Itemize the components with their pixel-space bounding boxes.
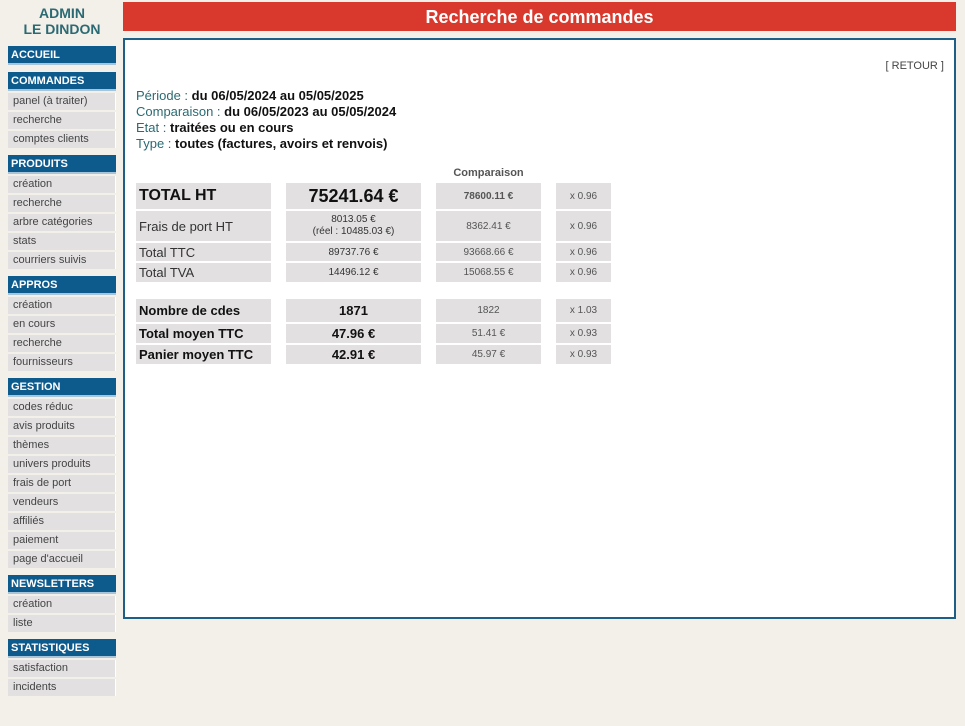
sidebar-item[interactable]: comptes clients (8, 131, 116, 148)
sidebar-item[interactable]: vendeurs (8, 494, 116, 511)
sidebar-item[interactable]: recherche (8, 195, 116, 212)
frais-port-ratio: x 0.96 (556, 211, 611, 241)
nav-sections (8, 72, 116, 696)
nav-section-gestion (8, 378, 116, 568)
nav-section-commandes (8, 72, 116, 148)
brand-line1: ADMIN (39, 5, 85, 21)
frais-port-value: 8013.05 € (331, 214, 376, 225)
total-ht-label: TOTAL HT (136, 183, 271, 209)
sidebar-item[interactable]: en cours (8, 316, 116, 333)
panier-ttc-value: 42.91 € (286, 345, 421, 364)
nav-section-title[interactable]: COMMANDES (8, 72, 116, 91)
moyen-ttc-ratio: x 0.93 (556, 324, 611, 343)
nav-section-title[interactable]: STATISTIQUES (8, 639, 116, 658)
total-ttc-label: Total TTC (136, 243, 271, 261)
moyen-ttc-label: Total moyen TTC (136, 324, 271, 343)
comparaison-value: du 06/05/2023 au 05/05/2024 (224, 104, 397, 119)
page-title: Recherche de commandes (123, 2, 956, 31)
moyen-ttc-value: 47.96 € (286, 324, 421, 343)
sidebar-item[interactable]: codes réduc (8, 399, 116, 416)
nav-section-appros (8, 276, 116, 371)
sidebar-item[interactable]: affiliés (8, 513, 116, 530)
main-panel (123, 38, 956, 619)
nav-section-title[interactable]: NEWSLETTERS (8, 575, 116, 594)
moyen-ttc-comp: 51.41 € (436, 324, 541, 343)
total-ht-ratio: x 0.96 (556, 183, 611, 209)
sidebar-item[interactable]: courriers suivis (8, 252, 116, 269)
total-tva-value: 14496.12 € (286, 263, 421, 282)
brand (8, 0, 116, 46)
comparaison-line (136, 104, 396, 120)
panier-ttc-label: Panier moyen TTC (136, 345, 271, 364)
type-value: toutes (factures, avoirs et renvois) (175, 136, 388, 151)
sidebar-item[interactable]: arbre catégories (8, 214, 116, 231)
nb-cdes-value: 1871 (286, 299, 421, 322)
sidebar-item[interactable]: univers produits (8, 456, 116, 473)
sidebar-item[interactable]: avis produits (8, 418, 116, 435)
sidebar-item[interactable]: création (8, 176, 116, 193)
nav-section-title[interactable]: APPROS (8, 276, 116, 295)
sidebar-item[interactable]: création (8, 297, 116, 314)
nav-section-title[interactable]: GESTION (8, 378, 116, 397)
nav-section-produits (8, 155, 116, 269)
sidebar-item[interactable]: thèmes (8, 437, 116, 454)
total-ttc-value: 89737.76 € (286, 243, 421, 261)
frais-port-value-cell (286, 211, 421, 241)
nav-section-title[interactable]: PRODUITS (8, 155, 116, 174)
panier-ttc-ratio: x 0.93 (556, 345, 611, 364)
nav-section-newsletters (8, 575, 116, 632)
nav-section-statistiques (8, 639, 116, 696)
total-ht-comp: 78600.11 € (436, 183, 541, 209)
total-ttc-comp: 93668.66 € (436, 243, 541, 261)
total-ttc-ratio: x 0.96 (556, 243, 611, 261)
total-tva-ratio: x 0.96 (556, 263, 611, 282)
retour-link[interactable]: [ RETOUR ] (885, 60, 944, 72)
frais-port-label: Frais de port HT (136, 211, 271, 241)
sidebar-item[interactable]: création (8, 596, 116, 613)
brand-line2: LE DINDON (23, 21, 101, 37)
etat-value: traitées ou en cours (169, 120, 294, 135)
sidebar-item[interactable]: incidents (8, 679, 116, 696)
search-criteria (136, 88, 396, 152)
nav-accueil[interactable]: ACCUEIL (8, 46, 116, 65)
comparaison-label: Comparaison : (136, 104, 221, 119)
etat-label: Etat : (136, 120, 167, 135)
etat-line (136, 120, 396, 136)
frais-port-comp: 8362.41 € (436, 211, 541, 241)
sidebar-item[interactable]: stats (8, 233, 116, 250)
sidebar-item[interactable]: satisfaction (8, 660, 116, 677)
sidebar-item[interactable]: paiement (8, 532, 116, 549)
nb-cdes-ratio: x 1.03 (556, 299, 611, 322)
periode-value: du 06/05/2024 au 05/05/2025 (191, 88, 364, 103)
frais-port-value-reel: (réel : 10485.03 €) (312, 226, 395, 237)
sidebar-item[interactable]: recherche (8, 335, 116, 352)
comparaison-column-header: Comparaison (453, 167, 524, 179)
periode-label: Période : (136, 88, 189, 103)
nb-cdes-label: Nombre de cdes (136, 299, 271, 322)
sidebar-item[interactable]: frais de port (8, 475, 116, 492)
total-tva-label: Total TVA (136, 263, 271, 282)
sidebar-item[interactable]: fournisseurs (8, 354, 116, 371)
periode-line (136, 88, 396, 104)
total-tva-comp: 15068.55 € (436, 263, 541, 282)
type-label: Type : (136, 136, 172, 151)
total-ht-value: 75241.64 € (286, 183, 421, 209)
panier-ttc-comp: 45.97 € (436, 345, 541, 364)
sidebar-item[interactable]: liste (8, 615, 116, 632)
sidebar-item[interactable]: page d'accueil (8, 551, 116, 568)
nb-cdes-comp: 1822 (436, 299, 541, 322)
sidebar (8, 0, 116, 703)
sidebar-item[interactable]: recherche (8, 112, 116, 129)
type-line (136, 136, 396, 152)
sidebar-item[interactable]: panel (à traiter) (8, 93, 116, 110)
